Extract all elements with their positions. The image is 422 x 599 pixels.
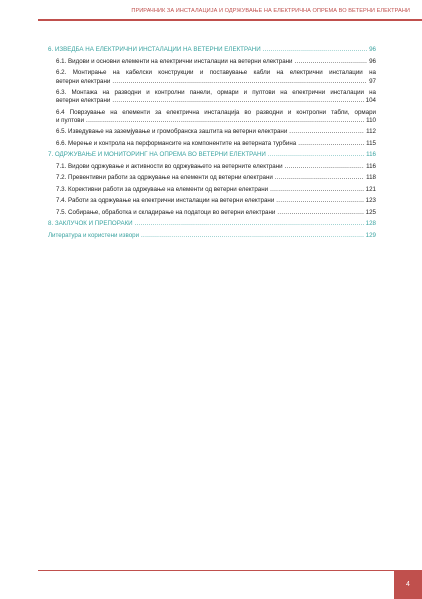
toc-entry-page: 96 [369,46,376,53]
toc-entry-references[interactable] [48,232,376,240]
toc-entry-page: 129 [365,231,376,239]
toc-entry-page: 104 [365,97,376,105]
toc-entry-title: Литература и користени извори [48,231,140,239]
toc-entry-title: 6. ИЗВЕДБА НА ЕЛЕКТРИЧНИ ИНСТАЛАЦИИ НА ВЕТЕРНИ ЕЛЕКТРАНИ [48,46,261,53]
toc-entry-title: 7.4. Работи за одржување на електрични инсталации на ветерни електрани [56,197,275,205]
toc-entry-page: 116 [366,162,376,170]
toc-entry-7-3[interactable] [48,186,376,194]
toc-leader-dots [289,128,364,136]
toc-leader-dots [270,186,364,194]
toc-entry-title-line1: 6.2. Монтирање на кабелски конструкции и поставување кабли на електрични инсталации на [56,69,376,77]
toc-leader-dots [277,209,363,217]
toc-leader-dots [275,174,364,182]
toc-entry-title-line1: 6.3. Монтажа на разводни и контролни панели, ормари и пултови на електрични инсталации на [56,88,376,96]
toc-entry-page: 96 [369,58,376,65]
toc-entry-title: 6.1. Видови и основни елементи на електрични инсталации на ветерни електрани [56,58,293,65]
page-number: 4 [394,570,422,599]
toc-entry-title: 8. ЗАКЛУЧОК И ПРЕПОРАКИ [48,219,133,227]
toc-entry-page: 115 [366,139,376,147]
toc-entry-title: 6.6. Мерење и контрола на перформансите на компонентите на ветерната турбина [56,139,297,147]
toc-entry-6-6[interactable] [48,140,376,148]
toc-entry-page: 110 [366,116,376,124]
toc-entry-page: 112 [366,128,376,136]
toc-entry-6-2[interactable] [48,69,376,85]
toc-leader-dots [141,232,364,240]
toc-entry-6-1[interactable] [48,58,376,66]
toc-entry-title: 7.1. Видови одржување и активности во одржувањето на ветерните електрани [56,162,283,170]
toc-entry-title: 7.5. Собирање, обработка и складирање на податоци во ветерни електрани [56,208,276,216]
toc-entry-page: 128 [365,219,376,227]
toc-leader-dots [263,46,367,54]
toc-leader-dots [112,97,363,105]
toc-entry-title: 7.3. Корективни работи за одржување на елементи од ветерни електрани [56,185,269,193]
header-rule [38,19,422,21]
toc-entry-chapter-6[interactable] [48,46,376,54]
toc-entry-title: 7. ОДРЖУВАЊЕ И МОНИТОРИНГ НА ОПРЕМА ВО ВЕТЕРНИ ЕЛЕКТРАНИ [48,150,266,158]
toc-entry-page: 118 [366,174,376,182]
toc-entry-6-3[interactable] [48,89,376,105]
toc-leader-dots [268,151,364,159]
toc-leader-dots [112,78,367,86]
toc-entry-7-4[interactable] [48,197,376,205]
toc-entry-title-line2: ветерни електрани [56,77,111,85]
toc-entry-page: 125 [365,208,376,216]
toc-entry-page: 97 [369,77,376,85]
toc-leader-dots [276,197,363,205]
toc-entry-6-4[interactable] [48,109,376,125]
toc-leader-dots [298,140,364,148]
toc-entry-7-1[interactable] [48,163,376,171]
toc-entry-6-5[interactable] [48,128,376,136]
toc-entry-title-line2: и пултови [56,116,85,124]
toc-entry-7-2[interactable] [48,174,376,182]
footer-rule [38,570,394,571]
toc-entry-page: 123 [365,197,376,205]
toc-leader-dots [285,163,365,171]
toc-leader-dots [86,117,364,125]
toc-leader-dots [295,58,368,66]
toc-entry-title: 7.2. Превентивни работи за одржување на елементи од ветерни електрани [56,174,273,182]
toc-entry-chapter-7[interactable] [48,151,376,159]
toc-entry-7-5[interactable] [48,209,376,217]
table-of-contents [48,46,376,244]
toc-entry-page: 116 [366,150,376,158]
toc-leader-dots [135,220,364,228]
toc-entry-chapter-8[interactable] [48,220,376,228]
toc-entry-title: 6.5. Изведување на заземјување и громобранска заштита на ветерни електрани [56,128,288,136]
toc-entry-page: 121 [365,185,376,193]
toc-entry-title-line1: 6.4 Поврзување на елементи за електрична инсталација во разводни и контролни табли, ормари [56,108,376,116]
running-header: ПРИРАЧНИК ЗА ИНСТАЛАЦИЈА И ОДРЖУВАЊЕ НА ЕЛЕКТРИЧНА ОПРЕМА ВО ВЕТЕРНИ ЕЛЕКТРАНИ [131,8,410,14]
toc-entry-title-line2: ветерни електрани [56,97,111,105]
